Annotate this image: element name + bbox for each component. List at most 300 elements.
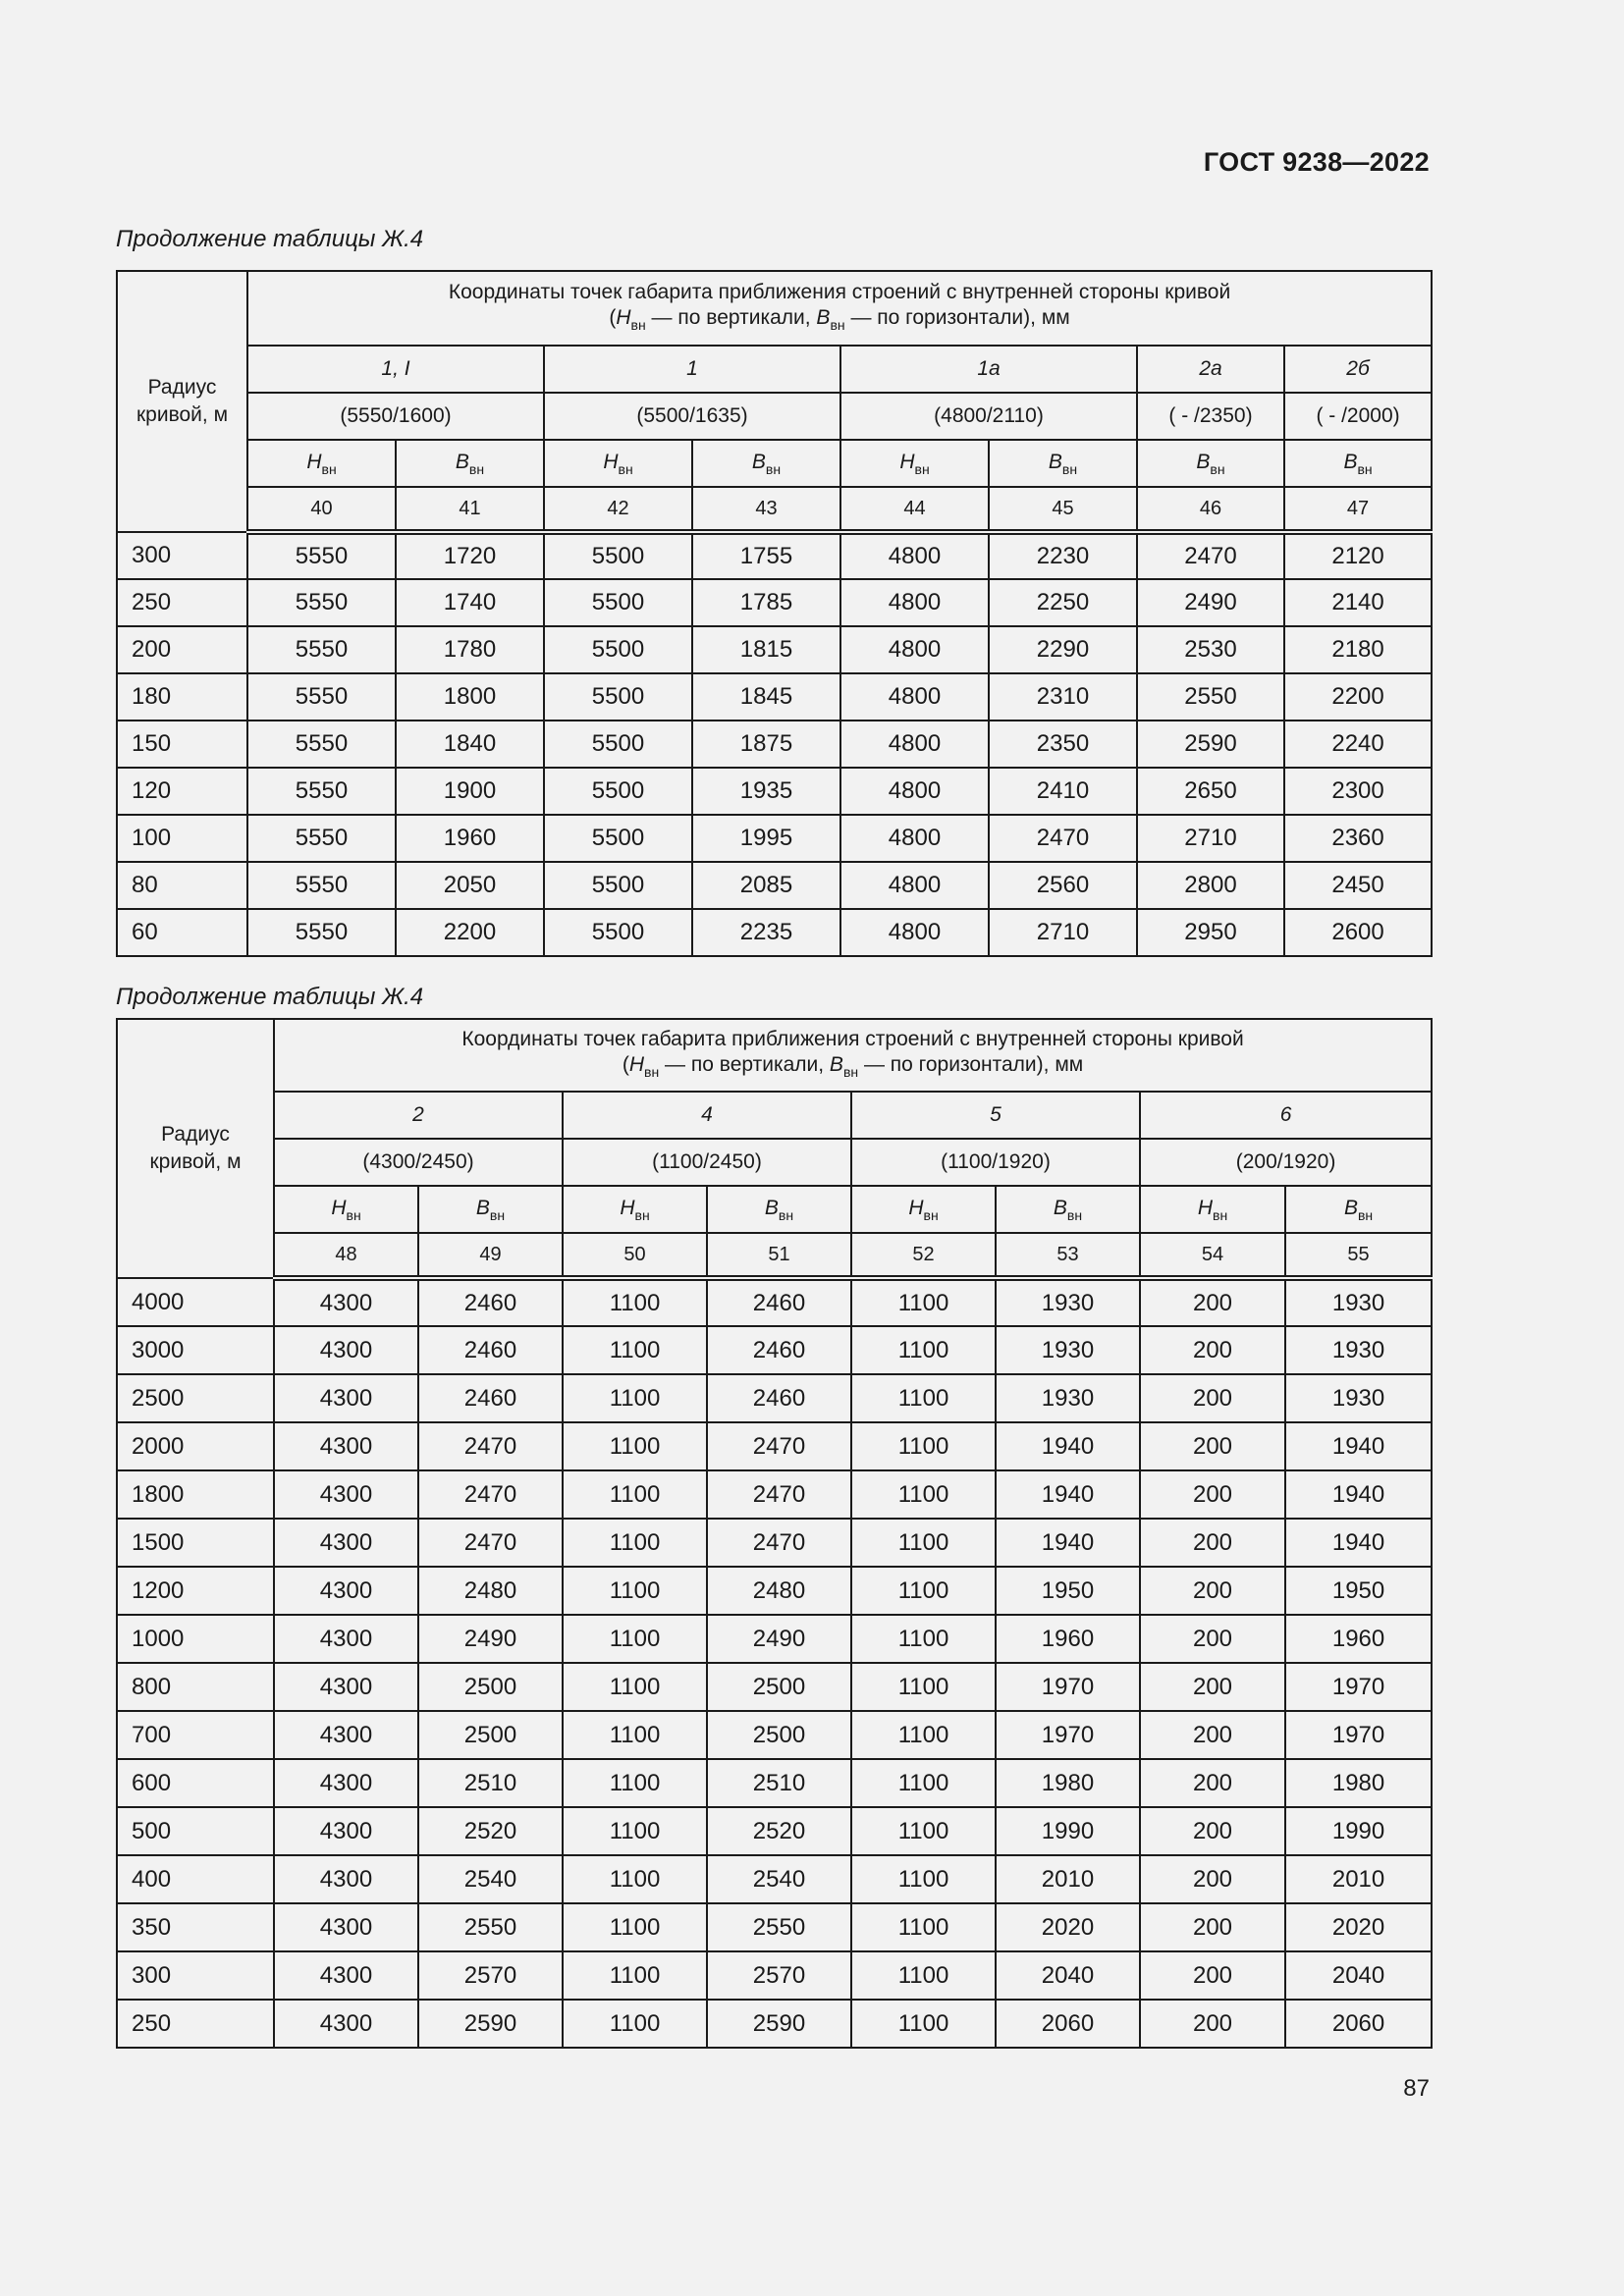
table-cell: 4800 [840, 862, 989, 909]
column-number: 50 [563, 1233, 707, 1278]
table-row [117, 2000, 1432, 2048]
table-cell: 2520 [707, 1807, 851, 1855]
table-cell: 2710 [989, 909, 1137, 956]
table-cell: 200 [1140, 1759, 1285, 1807]
table-row [117, 1855, 1432, 1903]
table-cell: 1845 [692, 673, 840, 721]
radius-cell: 800 [117, 1663, 274, 1711]
title-line2: ($H_{вн}$ — по вертикали, $B_{вн}$ — по горизонтали), мм [609, 305, 1070, 333]
table-cell: 1980 [1285, 1759, 1432, 1807]
table-cell: 2010 [1285, 1855, 1432, 1903]
table-cell: 2490 [418, 1615, 563, 1663]
table-cell: 4300 [274, 2000, 418, 2048]
table-cell: 5500 [544, 579, 692, 626]
table-row [117, 1422, 1432, 1470]
radius-cell: 3000 [117, 1326, 274, 1374]
table-cell: 1900 [396, 768, 544, 815]
radius-cell: 60 [117, 909, 247, 956]
table-cell: 2460 [707, 1326, 851, 1374]
table-cell: 2800 [1137, 862, 1284, 909]
table-cell: 5500 [544, 815, 692, 862]
table-cell: 200 [1140, 1422, 1285, 1470]
table-cell: 1930 [996, 1374, 1140, 1422]
table-cell: 1935 [692, 768, 840, 815]
radius-cell: 1200 [117, 1567, 274, 1615]
column-number: 55 [1285, 1233, 1432, 1278]
table-cell: 1100 [563, 2000, 707, 2048]
table-cell: 1100 [851, 1422, 996, 1470]
table-cell: 4300 [274, 1470, 418, 1519]
table-row [117, 1711, 1432, 1759]
table-cell: 200 [1140, 1278, 1285, 1326]
radius-cell: 500 [117, 1807, 274, 1855]
table-cell: 1940 [996, 1422, 1140, 1470]
column-number: 53 [996, 1233, 1140, 1278]
radius-cell: 600 [117, 1759, 274, 1807]
column-number: 47 [1284, 487, 1432, 532]
table-cell: 2540 [707, 1855, 851, 1903]
table-cell: 1100 [851, 1759, 996, 1807]
table-cell: 4800 [840, 768, 989, 815]
table-cell: 2590 [1137, 721, 1284, 768]
table-cell: 1100 [563, 1278, 707, 1326]
table-cell: 1930 [1285, 1374, 1432, 1422]
table-cell: 2140 [1284, 579, 1432, 626]
table-cell: 5550 [247, 862, 396, 909]
table-cell: 2590 [418, 2000, 563, 2048]
table-cell: 2050 [396, 862, 544, 909]
radius-cell: 1800 [117, 1470, 274, 1519]
coord-symbol-h: $H_{вн}$ [840, 440, 989, 487]
table-cell: 1995 [692, 815, 840, 862]
table-row [117, 532, 1432, 579]
table-cell: 1100 [851, 1711, 996, 1759]
table-cell: 1100 [851, 1951, 996, 2000]
table-cell: 2235 [692, 909, 840, 956]
table-row [117, 1663, 1432, 1711]
table-cell: 1780 [396, 626, 544, 673]
column-number: 42 [544, 487, 692, 532]
table-cell: 2180 [1284, 626, 1432, 673]
table-cell: 2600 [1284, 909, 1432, 956]
radius-cell: 300 [117, 532, 247, 579]
table-cell: 200 [1140, 1951, 1285, 2000]
radius-header: Радиус кривой, м [117, 271, 247, 532]
table-cell: 4800 [840, 815, 989, 862]
table-cell: 1970 [996, 1663, 1140, 1711]
table-cell: 5500 [544, 532, 692, 579]
radius-cell: 150 [117, 721, 247, 768]
column-number: 48 [274, 1233, 418, 1278]
table-cell: 2250 [989, 579, 1137, 626]
table-cell: 1960 [996, 1615, 1140, 1663]
column-number: 41 [396, 487, 544, 532]
table-cell: 1100 [563, 1759, 707, 1807]
table-cell: 2470 [418, 1422, 563, 1470]
gauge-number: 4 [563, 1092, 851, 1139]
table-cell: 4800 [840, 721, 989, 768]
table-cell: 2460 [707, 1278, 851, 1326]
table-cell: 200 [1140, 1470, 1285, 1519]
table-row [117, 1903, 1432, 1951]
table-cell: 1100 [851, 1470, 996, 1519]
table-cell: 1990 [996, 1807, 1140, 1855]
table-cell: 2040 [1285, 1951, 1432, 2000]
table-cell: 2650 [1137, 768, 1284, 815]
gauge-number: 2 [274, 1092, 563, 1139]
title-line1: Координаты точек габарита приближения строений с внутренней стороны кривой [461, 1027, 1244, 1050]
table-row [117, 721, 1432, 768]
table-cell: 1100 [563, 1519, 707, 1567]
table-cell: 1840 [396, 721, 544, 768]
table-cell: 4300 [274, 1278, 418, 1326]
table-cell: 200 [1140, 1711, 1285, 1759]
coord-symbol-b: $B_{вн}$ [989, 440, 1137, 487]
table-cell: 4300 [274, 1374, 418, 1422]
table-cell: 1950 [996, 1567, 1140, 1615]
table-cell: 2240 [1284, 721, 1432, 768]
table-row [117, 862, 1432, 909]
table-cell: 4300 [274, 1951, 418, 2000]
table-cell: 200 [1140, 1615, 1285, 1663]
page-number: 87 [1403, 2075, 1430, 2102]
table-cell: 200 [1140, 1374, 1285, 1422]
title-line1: Координаты точек габарита приближения строений с внутренней стороны кривой [448, 280, 1231, 303]
table-cell: 1100 [851, 1807, 996, 1855]
table-cell: 2520 [418, 1807, 563, 1855]
table-cell: 2060 [996, 2000, 1140, 2048]
title-line2: ($H_{вн}$ — по вертикали, $B_{вн}$ — по горизонтали), мм [622, 1052, 1084, 1080]
table-cell: 4800 [840, 909, 989, 956]
table-row [117, 673, 1432, 721]
table-cell: 1755 [692, 532, 840, 579]
radius-cell: 300 [117, 1951, 274, 2000]
column-number: 44 [840, 487, 989, 532]
coord-symbol-b: $B_{вн}$ [707, 1186, 851, 1233]
table-cell: 1785 [692, 579, 840, 626]
table-cell: 2550 [418, 1903, 563, 1951]
table-cell: 2020 [1285, 1903, 1432, 1951]
radius-cell: 350 [117, 1903, 274, 1951]
table-cell: 2500 [707, 1663, 851, 1711]
table-row [117, 1278, 1432, 1326]
table-cell: 1930 [996, 1326, 1140, 1374]
table-cell: 1980 [996, 1759, 1140, 1807]
table-cell: 2550 [1137, 673, 1284, 721]
table-cell: 200 [1140, 1326, 1285, 1374]
table-cell: 2490 [707, 1615, 851, 1663]
table-cell: 1100 [851, 1663, 996, 1711]
table-cell: 1875 [692, 721, 840, 768]
coord-symbol-h: $H_{вн}$ [247, 440, 396, 487]
table-cell: 2570 [418, 1951, 563, 2000]
table-cell: 5500 [544, 909, 692, 956]
table-cell: 2450 [1284, 862, 1432, 909]
coord-symbol-b: $B_{вн}$ [1137, 440, 1284, 487]
table-cell: 1100 [851, 1903, 996, 1951]
table-row [117, 1807, 1432, 1855]
table-cell: 1100 [563, 1326, 707, 1374]
table-cell: 4300 [274, 1326, 418, 1374]
table-cell: 4300 [274, 1855, 418, 1903]
table-cell: 5550 [247, 579, 396, 626]
table-cell: 2500 [418, 1711, 563, 1759]
table-cell: 1100 [563, 1663, 707, 1711]
table-cell: 2470 [707, 1422, 851, 1470]
table-row [117, 626, 1432, 673]
table-cell: 2310 [989, 673, 1137, 721]
clearance-table-2 [116, 1018, 1433, 2049]
table-cell: 1100 [563, 1855, 707, 1903]
column-number: 49 [418, 1233, 563, 1278]
table-cell: 200 [1140, 2000, 1285, 2048]
coord-symbol-h: $H_{вн}$ [851, 1186, 996, 1233]
table-cell: 200 [1140, 1567, 1285, 1615]
table-cell: 1100 [563, 1374, 707, 1422]
table-cell: 2500 [707, 1711, 851, 1759]
table-cell: 1990 [1285, 1807, 1432, 1855]
table-cell: 1940 [996, 1519, 1140, 1567]
table-title [247, 271, 1432, 346]
table-row [117, 1759, 1432, 1807]
radius-cell: 700 [117, 1711, 274, 1759]
table-cell: 1940 [1285, 1470, 1432, 1519]
table-cell: 5550 [247, 721, 396, 768]
table-cell: 1100 [851, 1615, 996, 1663]
table-cell: 4800 [840, 579, 989, 626]
coord-symbol-b: $B_{вн}$ [418, 1186, 563, 1233]
coord-symbol-h: $H_{вн}$ [1140, 1186, 1285, 1233]
table-cell: 2500 [418, 1663, 563, 1711]
table-cell: 2470 [1137, 532, 1284, 579]
table-cell: 4800 [840, 626, 989, 673]
table-cell: 5550 [247, 815, 396, 862]
gauge-dimensions: (5550/1600) [247, 393, 544, 440]
table-cell: 2570 [707, 1951, 851, 2000]
gauge-dimensions: ( - /2000) [1284, 393, 1432, 440]
table-cell: 2230 [989, 532, 1137, 579]
table-caption: Продолжение таблицы Ж.4 [116, 226, 424, 252]
table-cell: 2360 [1284, 815, 1432, 862]
table-cell: 5550 [247, 532, 396, 579]
gauge-number: 1, I [247, 346, 544, 393]
column-number: 51 [707, 1233, 851, 1278]
table-cell: 1100 [563, 1951, 707, 2000]
radius-cell: 250 [117, 579, 247, 626]
table-cell: 1970 [996, 1711, 1140, 1759]
table-cell: 1720 [396, 532, 544, 579]
table-cell: 2510 [418, 1759, 563, 1807]
table-cell: 1100 [563, 1711, 707, 1759]
table-cell: 1100 [851, 2000, 996, 2048]
table-cell: 5500 [544, 768, 692, 815]
column-number: 52 [851, 1233, 996, 1278]
table-cell: 1960 [1285, 1615, 1432, 1663]
table-cell: 2300 [1284, 768, 1432, 815]
table-cell: 4300 [274, 1422, 418, 1470]
table-cell: 1940 [996, 1470, 1140, 1519]
table-cell: 1100 [851, 1519, 996, 1567]
table-cell: 2480 [418, 1567, 563, 1615]
table-cell: 4300 [274, 1759, 418, 1807]
table-cell: 1100 [563, 1615, 707, 1663]
table-row [117, 1615, 1432, 1663]
coord-symbol-h: $H_{вн}$ [563, 1186, 707, 1233]
gauge-dimensions: (5500/1635) [544, 393, 840, 440]
column-number: 40 [247, 487, 396, 532]
table-cell: 1100 [563, 1422, 707, 1470]
table-cell: 1100 [851, 1374, 996, 1422]
table-cell: 2550 [707, 1903, 851, 1951]
table-cell: 1970 [1285, 1663, 1432, 1711]
table-row [117, 579, 1432, 626]
coord-symbol-h: $H_{вн}$ [274, 1186, 418, 1233]
coord-symbol-b: $B_{вн}$ [396, 440, 544, 487]
table-cell: 1930 [996, 1278, 1140, 1326]
document-code: ГОСТ 9238—2022 [1203, 147, 1430, 177]
radius-cell: 1000 [117, 1615, 274, 1663]
table-cell: 2530 [1137, 626, 1284, 673]
coord-symbol-h: $H_{вн}$ [544, 440, 692, 487]
gauge-dimensions: (200/1920) [1140, 1139, 1432, 1186]
table-cell: 1100 [851, 1567, 996, 1615]
table-cell: 2710 [1137, 815, 1284, 862]
radius-cell: 4000 [117, 1278, 274, 1326]
table-cell: 2460 [418, 1374, 563, 1422]
table-cell: 4300 [274, 1807, 418, 1855]
table-cell: 4300 [274, 1519, 418, 1567]
column-number: 43 [692, 487, 840, 532]
radius-cell: 250 [117, 2000, 274, 2048]
table-row [117, 768, 1432, 815]
table-cell: 2540 [418, 1855, 563, 1903]
table-cell: 5500 [544, 862, 692, 909]
table-row [117, 1567, 1432, 1615]
table-cell: 2010 [996, 1855, 1140, 1903]
table-cell: 1100 [563, 1903, 707, 1951]
radius-cell: 200 [117, 626, 247, 673]
radius-header: Радиус кривой, м [117, 1019, 274, 1278]
radius-cell: 120 [117, 768, 247, 815]
table-cell: 1100 [851, 1326, 996, 1374]
table-cell: 4300 [274, 1567, 418, 1615]
gauge-number: 1а [840, 346, 1137, 393]
table-cell: 2060 [1285, 2000, 1432, 2048]
table-cell: 2460 [418, 1326, 563, 1374]
table-cell: 1100 [851, 1855, 996, 1903]
table-cell: 2040 [996, 1951, 1140, 2000]
table-cell: 1940 [1285, 1519, 1432, 1567]
table-cell: 2200 [396, 909, 544, 956]
table-cell: 2590 [707, 2000, 851, 2048]
table-cell: 5550 [247, 626, 396, 673]
table-row [117, 1326, 1432, 1374]
radius-cell: 80 [117, 862, 247, 909]
table-cell: 1100 [851, 1278, 996, 1326]
table-cell: 2470 [418, 1519, 563, 1567]
table-cell: 2460 [707, 1374, 851, 1422]
table-cell: 4800 [840, 673, 989, 721]
radius-cell: 180 [117, 673, 247, 721]
table-cell: 5550 [247, 673, 396, 721]
coord-symbol-b: $B_{вн}$ [1285, 1186, 1432, 1233]
table-cell: 1100 [563, 1470, 707, 1519]
table-cell: 5500 [544, 673, 692, 721]
table-title [274, 1019, 1432, 1092]
gauge-dimensions: ( - /2350) [1137, 393, 1284, 440]
table-caption: Продолжение таблицы Ж.4 [116, 984, 424, 1010]
gauge-number: 1 [544, 346, 840, 393]
table-row [117, 909, 1432, 956]
radius-cell: 1500 [117, 1519, 274, 1567]
column-number: 46 [1137, 487, 1284, 532]
gauge-number: 5 [851, 1092, 1140, 1139]
table-cell: 2460 [418, 1278, 563, 1326]
table-cell: 2470 [707, 1519, 851, 1567]
table-row [117, 1374, 1432, 1422]
table-cell: 2350 [989, 721, 1137, 768]
table-cell: 1930 [1285, 1326, 1432, 1374]
table-cell: 2950 [1137, 909, 1284, 956]
table-cell: 2290 [989, 626, 1137, 673]
coord-symbol-b: $B_{вн}$ [1284, 440, 1432, 487]
table-cell: 2510 [707, 1759, 851, 1807]
table-cell: 5550 [247, 768, 396, 815]
table-cell: 5500 [544, 721, 692, 768]
gauge-dimensions: (4800/2110) [840, 393, 1137, 440]
table-cell: 200 [1140, 1663, 1285, 1711]
table-cell: 4300 [274, 1663, 418, 1711]
column-number: 54 [1140, 1233, 1285, 1278]
table-row [117, 1470, 1432, 1519]
gauge-dimensions: (4300/2450) [274, 1139, 563, 1186]
gauge-number: 2а [1137, 346, 1284, 393]
table-cell: 1930 [1285, 1278, 1432, 1326]
table-cell: 2480 [707, 1567, 851, 1615]
table-cell: 2120 [1284, 532, 1432, 579]
gauge-number: 6 [1140, 1092, 1432, 1139]
radius-cell: 2500 [117, 1374, 274, 1422]
clearance-table-1 [116, 270, 1433, 957]
coord-symbol-b: $B_{вн}$ [692, 440, 840, 487]
table-cell: 4300 [274, 1711, 418, 1759]
radius-cell: 2000 [117, 1422, 274, 1470]
table-cell: 1100 [563, 1567, 707, 1615]
table-row [117, 1951, 1432, 2000]
table-cell: 2560 [989, 862, 1137, 909]
table-cell: 2470 [418, 1470, 563, 1519]
table-cell: 5500 [544, 626, 692, 673]
table-cell: 1950 [1285, 1567, 1432, 1615]
table-cell: 1800 [396, 673, 544, 721]
column-number: 45 [989, 487, 1137, 532]
gauge-dimensions: (1100/1920) [851, 1139, 1140, 1186]
table-cell: 4300 [274, 1615, 418, 1663]
table-cell: 2470 [707, 1470, 851, 1519]
table-cell: 1740 [396, 579, 544, 626]
table-cell: 2470 [989, 815, 1137, 862]
table-cell: 2085 [692, 862, 840, 909]
table-cell: 2410 [989, 768, 1137, 815]
table-row [117, 1519, 1432, 1567]
table-cell: 2020 [996, 1903, 1140, 1951]
coord-symbol-b: $B_{вн}$ [996, 1186, 1140, 1233]
table-cell: 4800 [840, 532, 989, 579]
table-cell: 200 [1140, 1807, 1285, 1855]
table-cell: 5550 [247, 909, 396, 956]
table-cell: 1960 [396, 815, 544, 862]
table-cell: 1100 [563, 1807, 707, 1855]
